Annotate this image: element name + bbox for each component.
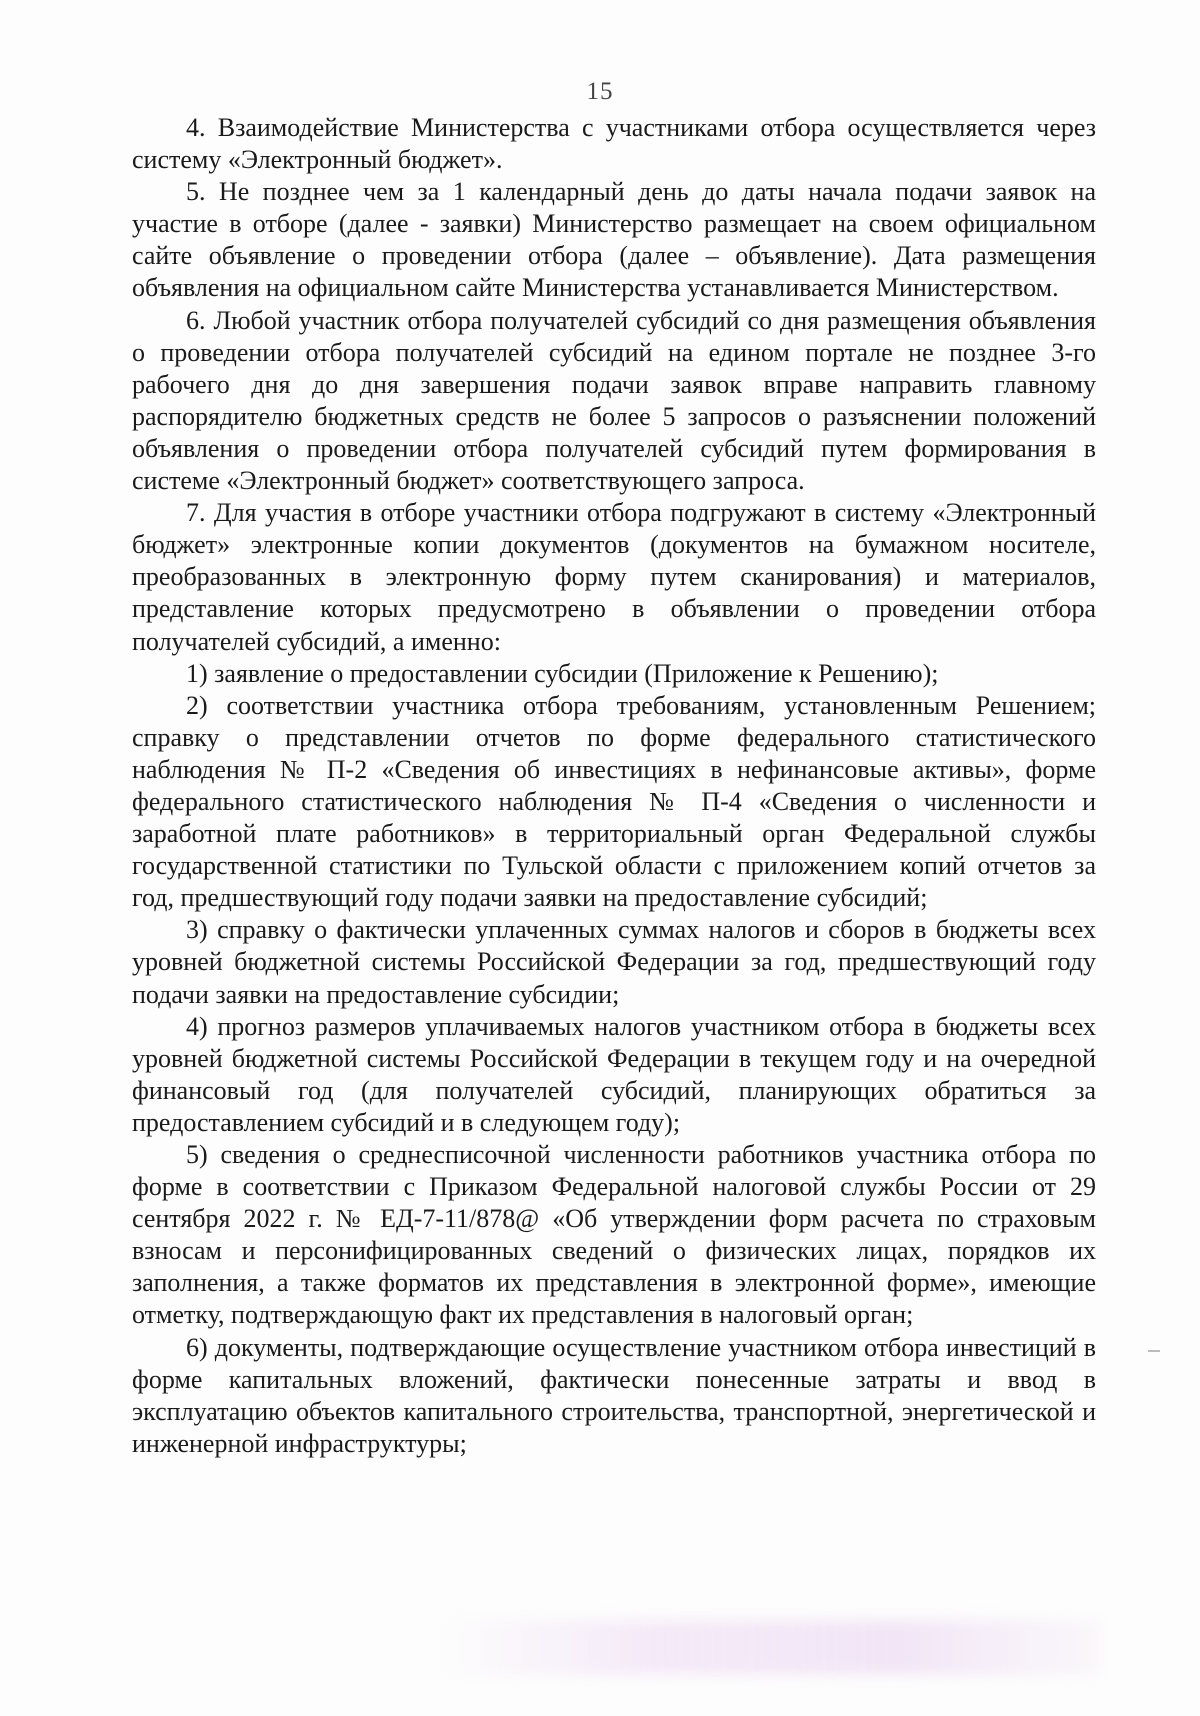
list-item-4: 4) прогноз размеров уплачиваемых налогов участником отбора в бюджеты всех уровней бюджетной системы Российской Федерации в текущем году и на очередной финансовый год (для получателей субсидий, планирующих обратиться за предоставлением субсидий и в следующем году); — [132, 1011, 1096, 1137]
list-item-2: 2) соответствии участника отбора требованиям, установленным Решением; справку о представлении отчетов по форме федерального статистического наблюдения № П-2 «Сведения об инвестициях в нефинансовые активы», форме федерального статистического наблюдения № П-4 «Сведения о численности и заработной плате работников» в территориальный орган Федеральной службы государственной статистики по Тульской области с приложением копий отчетов за год, предшествующий году подачи заявки на предоставление субсидий; — [132, 690, 1096, 913]
paragraph-4-interaction: 4. Взаимодействие Министерства с участниками отбора осуществляется через систему «Электронный бюджет». — [132, 113, 1096, 175]
paragraph-6-queries: 6. Любой участник отбора получателей субсидий со дня размещения объявления о проведении отбора получателей субсидий на едином портале не позднее 3-го рабочего дня до дня завершения подачи заявок вправе направить главному распорядителю бюджетных средств не более 5 запросов о разъяснении положений объявления о проведении отбора получателей субсидий путем формирования в системе «Электронный бюджет» соответствующего запроса. — [132, 305, 1096, 496]
scan-smudge — [440, 1620, 1100, 1675]
scan-margin-mark — [1148, 1350, 1160, 1352]
list-item-5: 5) сведения о среднесписочной численности работников участника отбора по форме в соответствии с Приказом Федеральной налоговой службы России от 29 сентября 2022 г. № ЕД-7-11/878@ «Об утверждении форм расчета по страховым взносам и персонифицированных сведений о физических лицах, порядков их заполнения, а также форматов их представления в электронной форме», имеющие отметку, подтверждающую факт их представления в налоговый орган; — [132, 1140, 1096, 1330]
list-item-1: 1) заявление о предоставлении субсидии (Приложение к Решению); — [186, 658, 939, 688]
list-item-6: 6) документы, подтверждающие осуществление участником отбора инвестиций в форме капитальных вложений, фактически понесенные затраты и ввод в эксплуатацию объектов капитального строительства, транспортной, энергетической и инженерной инфраструктуры; — [132, 1332, 1096, 1458]
document-body — [132, 112, 1096, 1460]
page-number: 15 — [586, 78, 614, 105]
paragraph-5-announcement: 5. Не позднее чем за 1 календарный день до даты начала подачи заявок на участие в отборе (далее - заявки) Министерство размещает на своем официальном сайте объявление о проведении отбора (далее – объявление). Дата размещения объявления на официальном сайте Министерства устанавливается Министерством. — [132, 177, 1096, 303]
paragraph-7-documents: 7. Для участия в отборе участники отбора подгружают в систему «Электронный бюджет» электронные копии документов (документов на бумажном носителе, преобразованных в электронную форму путем сканирования) и материалов, представление которых предусмотрено в объявлении о проведении отбора получателей субсидий, а именно: — [132, 498, 1096, 656]
list-item-3: 3) справку о фактически уплаченных суммах налогов и сборов в бюджеты всех уровней бюджетной системы Российской Федерации за год, предшествующий году подачи заявки на предоставление субсидии; — [132, 915, 1096, 1009]
